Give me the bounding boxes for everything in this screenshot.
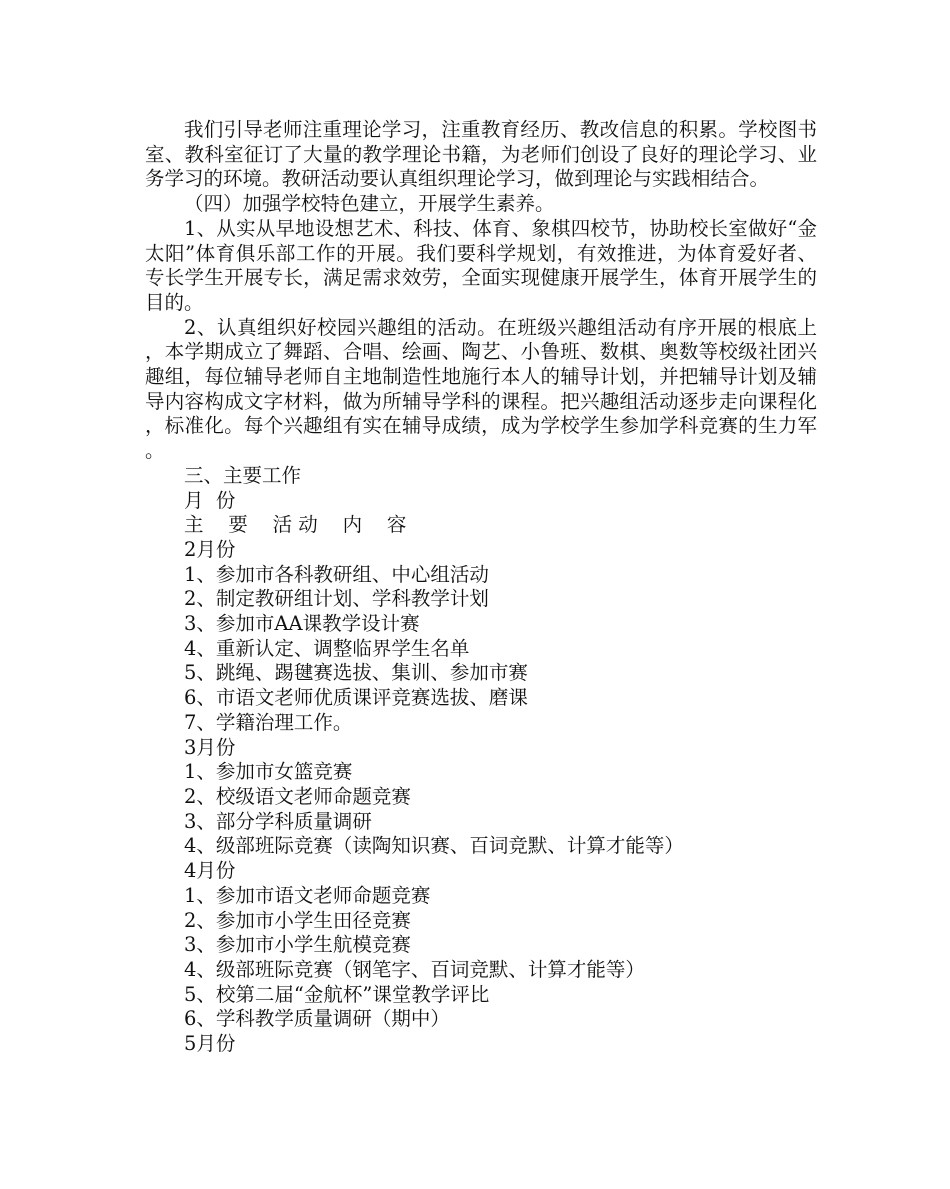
list-item: 1、参加市各科教研组、中心组活动 <box>184 562 489 586</box>
list-item: 3、参加市AA课教学设计赛 <box>184 612 420 636</box>
list-item: 6、市语文老师优质课评竞赛选拔、磨课 <box>184 686 528 710</box>
list-item: 2、校级语文老师命题竞赛 <box>184 784 411 808</box>
list-item: 1、参加市女篮竞赛 <box>184 760 353 784</box>
list-item: 4、级部班际竞赛（钢笔字、百词竞默、计算才能等） <box>184 957 645 981</box>
list-item: 4、重新认定、调整临界学生名单 <box>184 636 470 660</box>
section-heading: 三、主要工作 <box>184 463 302 487</box>
list-item: 7、学籍治理工作。 <box>184 710 353 734</box>
column-header-month: 月 份 <box>184 488 236 512</box>
list-item: 3、部分学科质量调研 <box>184 809 372 833</box>
month-label: 5月份 <box>184 1032 236 1056</box>
paragraph-festivals: 1、从实从早地设想艺术、科技、体育、象棋四校节，协助校长室做好“金太阳”体育俱乐部工作的开展。我们要科学规划，有效推进，为体育爱好者、专长学生开展专长，满足需求效劳，全面实现健康开展学生，体育开展学生的目的。 <box>145 216 817 314</box>
paragraph-theory-study: 我们引导老师注重理论学习，注重教育经历、教改信息的积累。学校图书室、教科室征订了大量的教学理论书籍，为老师们创设了良好的理论学习、业务学习的环境。教研活动要认真组织理论学习，做到理论与实践相结合。 <box>145 118 817 191</box>
list-item: 1、参加市语文老师命题竞赛 <box>184 883 431 907</box>
document-body <box>145 118 817 1057</box>
list-item: 3、参加市小学生航模竞赛 <box>184 933 411 957</box>
list-item: 2、制定教研组计划、学科教学计划 <box>184 587 489 611</box>
list-item: 5、跳绳、踢毽赛选拔、集训、参加市赛 <box>184 661 528 685</box>
list-item: 2、参加市小学生田径竞赛 <box>184 908 411 932</box>
month-label: 3月份 <box>184 735 236 759</box>
paragraph-interest-groups: 2、认真组织好校园兴趣组的活动。在班级兴趣组活动有序开展的根底上，本学期成立了舞蹈、合唱、绘画、陶艺、小鲁班、数棋、奥数等校级社团兴趣组，每位辅导老师自主地制造性地施行本人的辅导计划，并把辅导计划及辅导内容构成文字材料，做为所辅导学科的课程。把兴趣组活动逐步走向课程化，标准化。每个兴趣组有实在辅导成绩，成为学校学生参加学科竞赛的生力军。 <box>145 315 817 463</box>
month-label: 4月份 <box>184 859 236 883</box>
column-header-content: 主 要 活 动 内 容 <box>184 513 407 537</box>
list-item: 6、学科教学质量调研（期中） <box>184 1007 450 1031</box>
list-item: 5、校第二届“金航杯”课堂教学评比 <box>184 982 490 1006</box>
month-label: 2月份 <box>184 537 236 561</box>
paragraph-school-features-heading: （四）加强学校特色建立，开展学生素养。 <box>184 192 555 216</box>
list-item: 4、级部班际竞赛（读陶知识赛、百词竞默、计算才能等） <box>184 834 684 858</box>
